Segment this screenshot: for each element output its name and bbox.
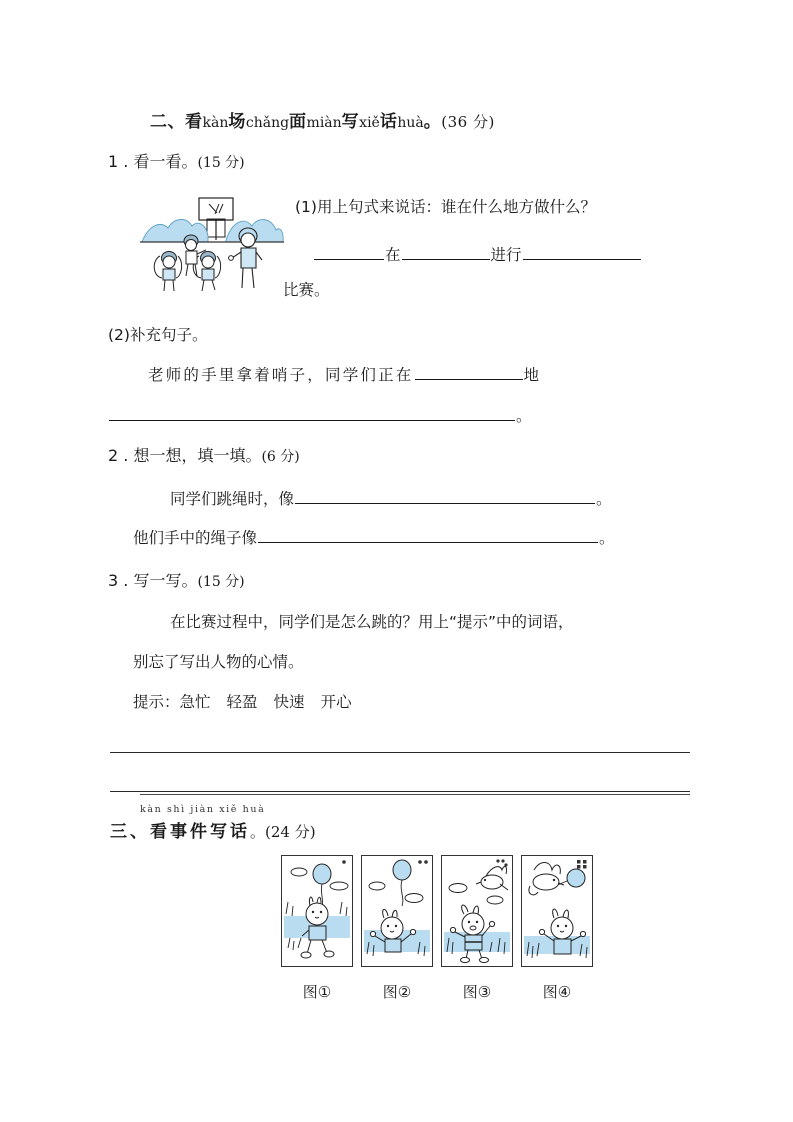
cloud-1 [369, 882, 385, 890]
playground-illustration [138, 196, 286, 292]
section-three-score: (24 分) [265, 823, 316, 841]
section-three-heading [110, 804, 316, 842]
blank-activity[interactable] [523, 244, 641, 260]
q2-line2-text: 他们手中的绳子像 [133, 529, 258, 547]
comic-panel-labels [281, 981, 593, 1002]
word-zai: 在 [385, 246, 401, 264]
question-2-score: (6 分) [261, 449, 300, 465]
comic-label-3: 图③ [462, 983, 492, 1001]
section-separator [140, 794, 690, 795]
section-three-number: 三、 [110, 822, 150, 842]
q2-line1-end: 。 [596, 490, 612, 508]
word-jinxing: 进行 [490, 246, 522, 264]
comic-panel-1-art [282, 856, 352, 966]
comic-panel-1 [281, 855, 353, 967]
question-3-label: 3 . 写一写。 [108, 571, 198, 590]
question-1-sub2-line1 [148, 363, 541, 385]
question-2-line2 [133, 526, 615, 548]
comic-panel-4 [521, 855, 593, 967]
playground-illustration-svg [138, 196, 286, 292]
panel-1-dot [342, 860, 346, 864]
panel-4-dot-a [577, 860, 581, 864]
question-3-prompt-line2: 别忘了写出人物的心情。 [133, 653, 304, 671]
hint-word-3: 快速 [273, 693, 305, 711]
question-1-sub1-label: (1)用上句式来说话：谁在什么地方做什么？ [295, 198, 596, 216]
comic-strip [281, 855, 593, 967]
section-two-number: 二、 [150, 112, 185, 132]
question-2-heading [108, 443, 300, 466]
cloud-1 [449, 884, 467, 893]
section-two-char-3: 面 [289, 112, 307, 132]
panel-4-dot-d [583, 865, 587, 869]
section-two-pinyin-2: chǎng [245, 115, 290, 131]
cloud-2 [487, 896, 503, 904]
question-1-label: 1 . 看一看。 [108, 152, 198, 171]
section-three-title: 看事件写话 [150, 822, 250, 842]
sub2-line1-tail: 地 [523, 366, 542, 384]
section-two-heading [150, 107, 495, 132]
balloon-shape [567, 869, 585, 887]
hint-label: 提示： [133, 693, 180, 711]
hint-word-1: 急忙 [179, 693, 211, 711]
balloon-shape [313, 864, 331, 884]
question-3-hint [133, 690, 352, 712]
comic-panel-3-art [442, 856, 512, 966]
blank-sentence-complete[interactable] [109, 405, 515, 421]
section-three-pinyin: kàn shì jiàn xiě huà [140, 804, 266, 815]
comic-panel-3 [441, 855, 513, 967]
question-1-sub2-line2 [108, 404, 532, 426]
comic-panel-4-art [522, 856, 592, 966]
section-two-pinyin-1: kàn [202, 115, 229, 131]
answer-write-line-1[interactable] [110, 752, 690, 753]
cloud-2 [330, 882, 348, 890]
student-figure-1 [154, 252, 181, 292]
question-2-label: 2 . 想一想，填一填。 [108, 446, 262, 465]
cloud-1 [291, 868, 307, 876]
question-1-score: (15 分) [197, 155, 245, 171]
answer-write-line-2[interactable] [110, 791, 690, 792]
panel-4-dot-b [583, 860, 587, 864]
panel-2-dot-b [424, 860, 428, 864]
balloon-shape [393, 860, 411, 880]
blank-who[interactable] [314, 244, 384, 260]
question-1-sub2-label: (2)补充句子。 [108, 326, 208, 344]
section-two-pinyin-4: xiě [359, 115, 380, 131]
section-two-char-4: 写 [341, 112, 360, 132]
panel-3-dot-a [496, 859, 499, 862]
question-3-score: (15 分) [197, 574, 245, 590]
comic-label-2: 图② [382, 983, 412, 1001]
question-3-heading [108, 568, 245, 591]
cloud-2 [405, 894, 423, 903]
question-3-prompt-line1: 在比赛过程中，同学们是怎么跳的？用上“提示”中的词语， [170, 613, 574, 631]
question-1-sentence-tail: 比赛。 [283, 281, 330, 299]
comic-panel-2 [361, 855, 433, 967]
backboard-shape [199, 198, 233, 220]
question-2-line1 [170, 487, 612, 509]
section-two-char-2: 场 [228, 112, 246, 132]
panel-4-dot-c [577, 865, 581, 869]
section-two-char-5: 话 [379, 112, 398, 132]
section-two-score: (36 分) [441, 113, 495, 131]
q2-line2-end: 。 [599, 529, 615, 547]
question-1-sentence-pattern [313, 243, 642, 265]
panel-3-dot-b [501, 859, 504, 862]
comic-label-4: 图④ [542, 983, 572, 1001]
blank-simile-rope[interactable] [258, 527, 598, 543]
section-three-period: 。 [250, 823, 266, 841]
blank-adverb[interactable] [415, 364, 523, 380]
blank-simile-students[interactable] [295, 488, 595, 504]
question-1-heading [108, 149, 245, 172]
section-two-pinyin-5: huà [397, 115, 424, 131]
section-two-char-1: 看 [185, 112, 203, 132]
sub2-line2-end: 。 [516, 407, 532, 425]
section-two-pinyin-3: miàn [306, 115, 342, 131]
hint-word-4: 开心 [320, 693, 352, 711]
section-two-period: 。 [423, 112, 442, 132]
blank-place[interactable] [402, 244, 490, 260]
q2-line1-text: 同学们跳绳时，像 [170, 490, 295, 508]
sub2-line1-text: 老师的手里拿着哨子，同学们正在 [148, 366, 414, 384]
comic-panel-2-art [362, 856, 432, 966]
hint-word-2: 轻盈 [226, 693, 258, 711]
comic-label-1: 图① [302, 983, 332, 1001]
panel-2-dot-a [418, 860, 422, 864]
hill-left-shape [142, 219, 208, 242]
